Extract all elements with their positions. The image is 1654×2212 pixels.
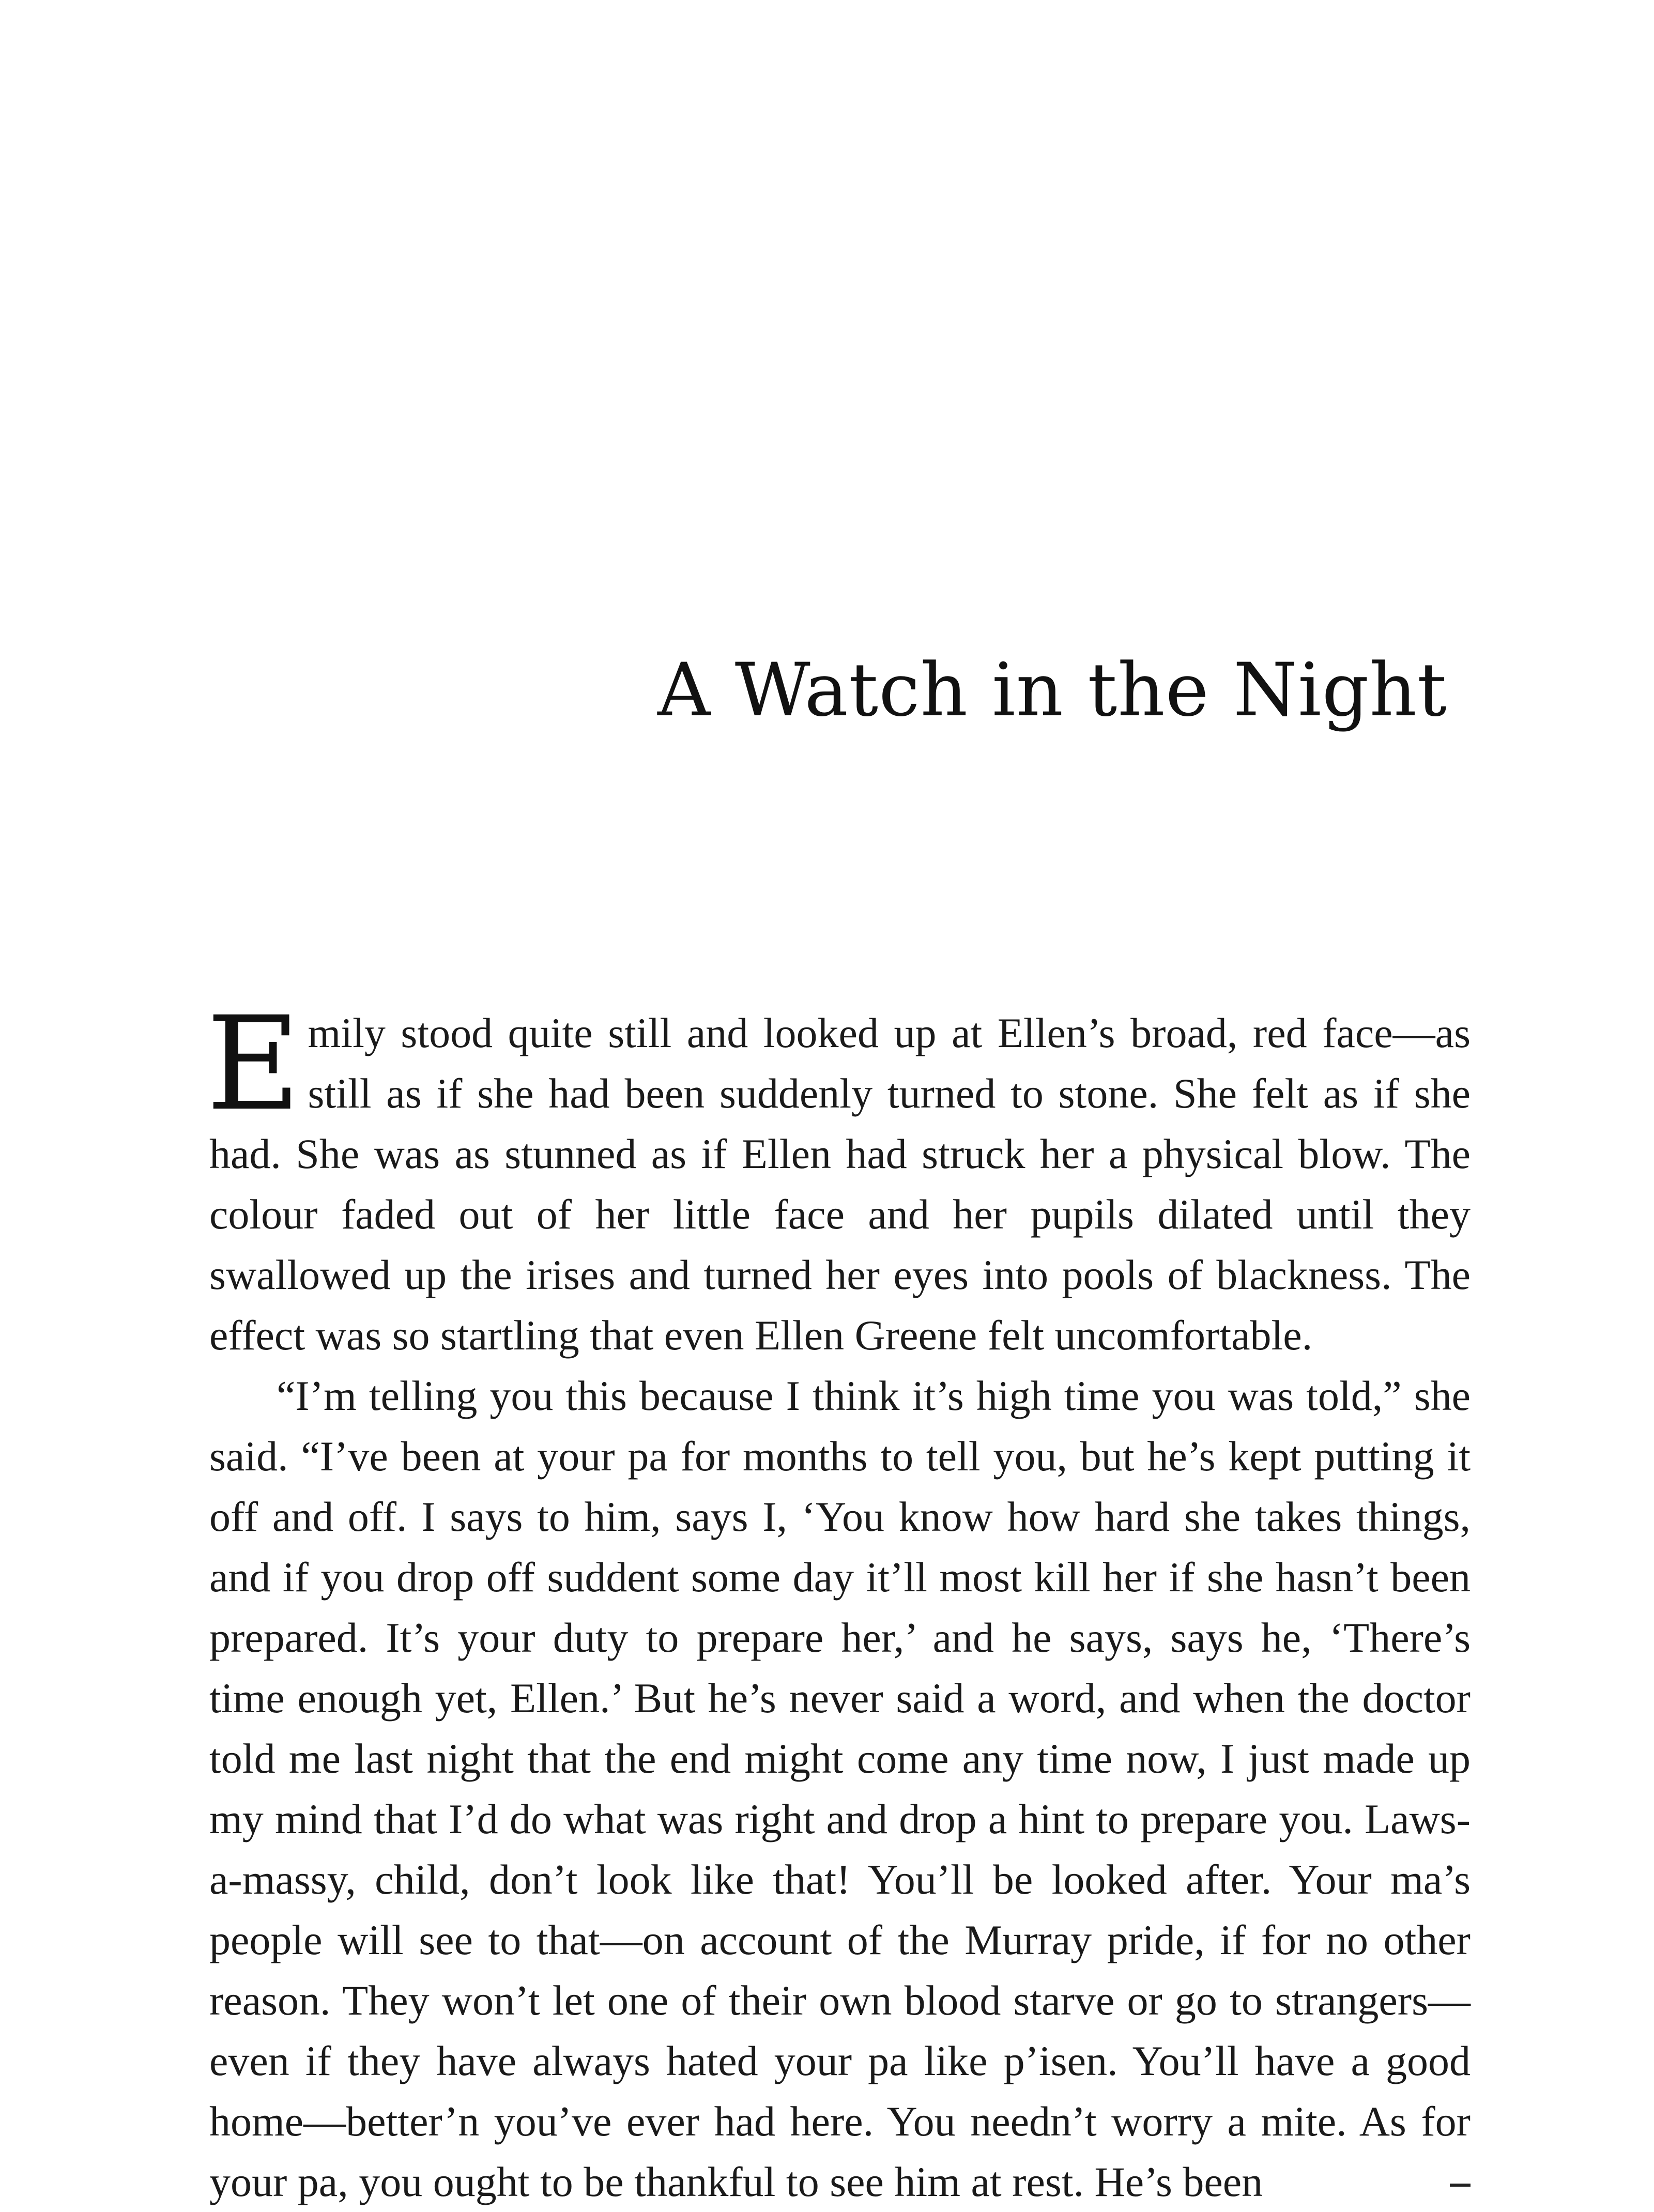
paragraph-2: “I’m telling you this because I think it’s high time you was told,” she said. “I’ve been at your pa for months to tell you, but he’s kept putting it off and off. I says to him, says I, ‘You know how hard she takes things, and if you drop off suddent some day it’ll most kill her if she hasn’t been prepared. It’s your duty to prepare her,’ and he says, says he, ‘There’s time enough yet, Ellen.’ But he’s never said a word, and when the doctor told me last night that the end might come any time now, I just made up my mind that I’d do what was right and drop a hint to prepare you. Laws-a-massy, child, don’t look like that! You’ll be looked after. Your ma’s people will see to that—on account of the Murray pride, if for no other reason. They won’t let one of their own blood starve or go to strangers—even if they have always hated your pa like p’isen. You’ll have a good home—better’n you’ve ever had here. You needn’t worry a mite. As for your pa, you ought to be thankful to see him at rest. He’s been [209, 1372, 1471, 2205]
paragraph-1 [206, 989, 1471, 1365]
chapter-title: A Watch in the Night [657, 648, 1447, 733]
drop-cap: E [206, 989, 301, 1139]
chapter-body [206, 989, 1471, 2212]
paragraph-1-text: mily stood quite still and looked up at Ellen’s broad, red face—as still as if she had been suddenly turned to stone. She felt as if she had. She was as stunned as if Ellen had struck her a physical blow. The colour faded out of her little face and her pupils dilated until they swallowed up the irises and turned her eyes into pools of blackness. The effect was so startling that even Ellen Greene felt uncomfortable. [209, 1009, 1471, 1359]
page-number-mark [1450, 2184, 1471, 2187]
